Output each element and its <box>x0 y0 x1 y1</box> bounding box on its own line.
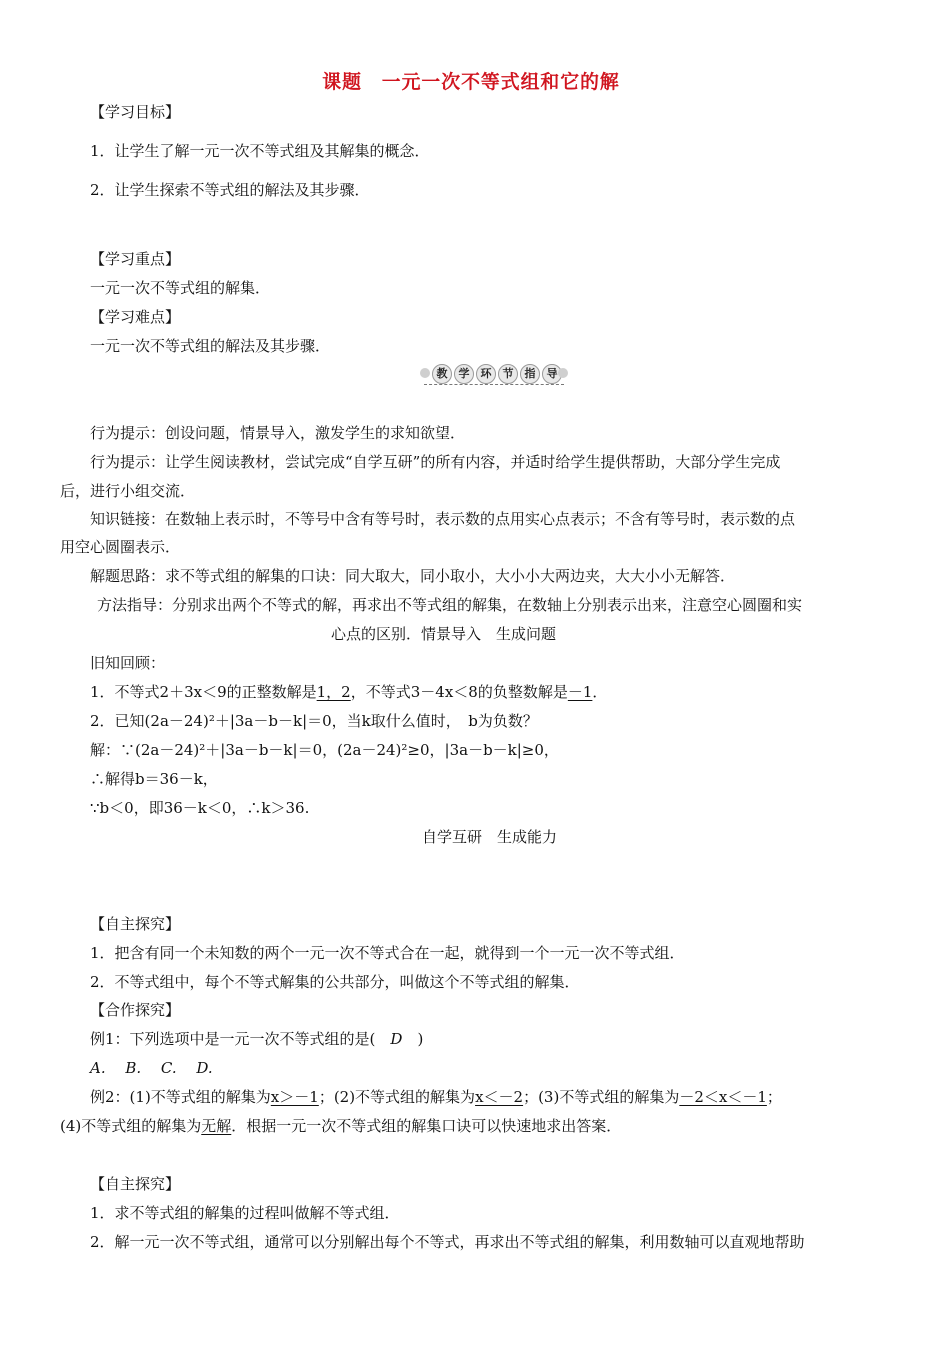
guide-line: 行为提示：创设问题，情景导入，激发学生的求知欲望． <box>90 424 466 442</box>
example-2: 例2：(1)不等式组的解集为x＞－1；(2)不等式组的解集为x＜－2；(3)不等式组的解集为－2＜x＜－1； <box>90 1088 782 1106</box>
guide-line: 知识链接：在数轴上表示时，不等号中含有等号时，表示数的点用实心点表示；不含有等号时，表示数的点 <box>90 510 796 528</box>
solution-line: ∴解得b＝36－k， <box>90 770 218 788</box>
review-heading: 旧知回顾： <box>90 654 166 672</box>
banner-rule <box>424 384 564 385</box>
explore-heading: 【自主探究】 <box>90 915 181 933</box>
explore-item: 2．解一元一次不等式组，通常可以分别解出每个不等式，再求出不等式组的解集，利用数轴可以直观地帮助 <box>90 1233 805 1251</box>
guide-line: 后，进行小组交流． <box>60 482 196 500</box>
explore-item: 1．求不等式组的解集的过程叫做解不等式组． <box>90 1204 400 1222</box>
solution-line: 解：∵(2a－24)²＋|3a－b－k|＝0，(2a－24)²≥0，|3a－b－k|≥0， <box>90 741 559 759</box>
guide-line: 解题思路：求不等式组的解集的口诀：同大取大，同小取小，大小小大两边夹，大大小小无解答． <box>90 567 736 585</box>
explore-item: 2．不等式组中，每个不等式解集的公共部分，叫做这个不等式组的解集． <box>90 973 580 991</box>
explore-heading-2: 【自主探究】 <box>90 1175 181 1193</box>
example-1: 例1：下列选项中是一元一次不等式组的是( D ) <box>90 1030 424 1048</box>
banner-char: 指 <box>520 364 540 384</box>
section-title-self-study: 自学互研 生成能力 <box>422 828 558 846</box>
banner-char: 学 <box>454 364 474 384</box>
difficulty-heading: 【学习难点】 <box>90 308 181 326</box>
banner-cap-right <box>558 368 568 378</box>
banner-char: 环 <box>476 364 496 384</box>
example-1-answer: D <box>390 1030 403 1048</box>
guide-line: 用空心圆圈表示． <box>60 538 181 556</box>
key-point-text: 一元一次不等式组的解集． <box>90 279 271 297</box>
coop-heading: 【合作探究】 <box>90 1001 181 1019</box>
section-banner <box>424 362 564 386</box>
banner-cap-left <box>420 368 430 378</box>
review-question-1: 1．不等式2＋3x＜9的正整数解是1，2，不等式3－4x＜8的负整数解是－1． <box>90 683 608 701</box>
objective-item-2: 2．让学生探索不等式组的解法及其步骤． <box>90 181 370 199</box>
review-question-2: 2．已知(2a－24)²＋|3a－b－k|＝0，当k取什么值时， b为负数？ <box>90 712 538 730</box>
difficulty-text: 一元一次不等式组的解法及其步骤． <box>90 337 331 355</box>
page-title: 课题 一元一次不等式组和它的解 <box>322 71 620 93</box>
banner-char: 节 <box>498 364 518 384</box>
objective-item-1: 1．让学生了解一元一次不等式组及其解集的概念． <box>90 142 430 160</box>
guide-line: 行为提示：让学生阅读教材，尝试完成“自学互研”的所有内容，并适时给学生提供帮助，大部分学生完成 <box>90 453 781 471</box>
objectives-heading: 【学习目标】 <box>90 103 181 121</box>
section-title-intro: 心点的区别．情景导入 生成问题 <box>331 625 557 643</box>
key-point-heading: 【学习重点】 <box>90 250 181 268</box>
explore-item: 1．把含有同一个未知数的两个一元一次不等式合在一起，就得到一个一元一次不等式组． <box>90 944 685 962</box>
solution-line: ∵b＜0，即36－k＜0，∴k＞36. <box>90 799 310 817</box>
example-1-options: A. B. C. D. <box>90 1059 213 1077</box>
guide-line: 方法指导：分别求出两个不等式的解，再求出不等式组的解集，在数轴上分别表示出来，注意空心圆圈和实 <box>97 596 803 614</box>
answer-2: －1 <box>567 683 593 701</box>
example-2-cont: (4)不等式组的解集为无解．根据一元一次不等式组的解集口诀可以快速地求出答案． <box>60 1117 622 1135</box>
banner-char: 教 <box>432 364 452 384</box>
answer-1: 1，2 <box>316 683 351 701</box>
banner-char: 导 <box>542 364 562 384</box>
